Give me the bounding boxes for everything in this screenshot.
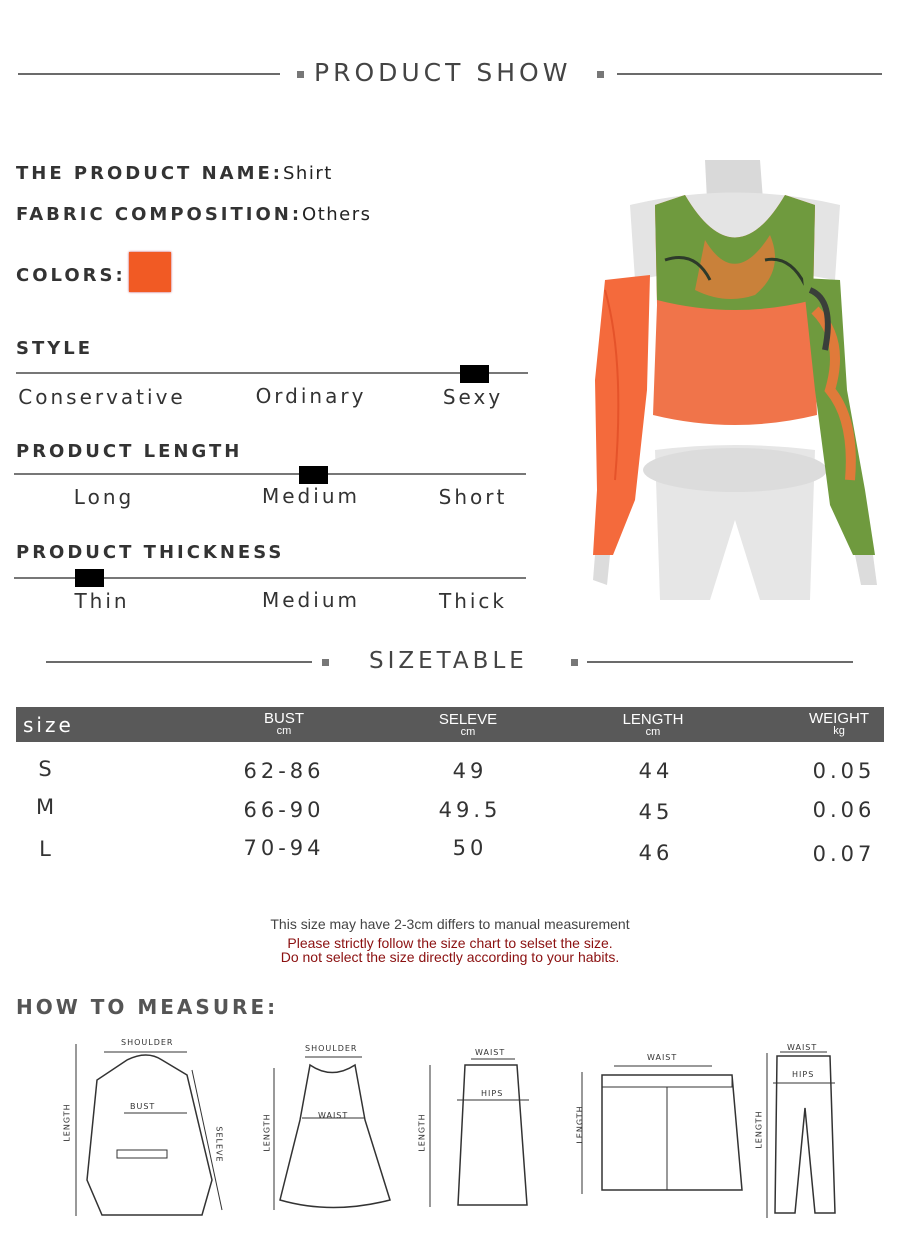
sizetable-rule-right: [587, 661, 853, 663]
table-cell-weight: 0.05: [812, 759, 876, 783]
shirt-length-label: LENGTH: [62, 1103, 72, 1142]
header-weight: WEIGHT kg: [809, 710, 869, 737]
table-cell-seleve: 50: [452, 836, 488, 860]
thickness-title: PRODUCT THICKNESS: [16, 542, 285, 563]
thickness-marker: [75, 569, 104, 587]
sleeve-left: [593, 275, 650, 555]
table-cell-seleve: 49: [452, 759, 488, 783]
shorts-waist-label: WAIST: [647, 1053, 678, 1062]
pants-waist-label: WAIST: [787, 1043, 818, 1052]
table-cell-length: 46: [638, 841, 674, 865]
fabric-label: FABRIC COMPOSITION:: [16, 204, 303, 225]
style-marker: [460, 365, 489, 383]
sizetable-bullet-left: [322, 659, 329, 666]
table-cell-length: 45: [638, 800, 674, 824]
note-follow-chart: Please strictly follow the size chart to selset the size.: [287, 935, 613, 951]
length-option-medium: Medium: [262, 484, 360, 508]
page-title: PRODUCT SHOW: [314, 58, 572, 87]
dress-shoulder-label: SHOULDER: [305, 1044, 358, 1053]
sizetable-title: SIZETABLE: [369, 648, 528, 674]
table-cell-size: L: [39, 837, 55, 861]
product-image: [585, 160, 885, 608]
length-title: PRODUCT LENGTH: [16, 441, 243, 462]
style-scale-line: [16, 372, 528, 374]
header-bust: BUST cm: [263, 710, 304, 737]
sleeve-right: [803, 278, 875, 555]
table-cell-seleve: 49.5: [438, 798, 502, 822]
fabric-value: Others: [302, 204, 372, 225]
how-to-measure-title: HOW TO MEASURE:: [16, 995, 279, 1019]
thickness-option-thin: Thin: [74, 589, 130, 613]
table-cell-size: S: [38, 757, 56, 781]
thickness-option-medium: Medium: [262, 588, 360, 612]
length-scale-line: [14, 473, 526, 475]
header-bullet-left: [297, 71, 304, 78]
shirt-bust-label: BUST: [130, 1102, 156, 1111]
sizetable-bullet-right: [571, 659, 578, 666]
style-title: STYLE: [16, 338, 94, 359]
product-name-row: [16, 163, 333, 184]
style-option-ordinary: Ordinary: [255, 384, 367, 408]
table-cell-bust: 70-94: [243, 836, 325, 860]
note-measurement: This size may have 2-3cm differs to manual measurement: [270, 916, 630, 932]
length-option-short: Short: [438, 485, 508, 509]
colors-label: COLORS:: [16, 265, 126, 286]
shorts-length-label: LENGTH: [575, 1105, 585, 1144]
table-cell-bust: 66-90: [243, 798, 325, 822]
header-bullet-right: [597, 71, 604, 78]
product-name-label: THE PRODUCT NAME:: [16, 163, 283, 184]
table-cell-size: M: [35, 795, 59, 819]
pants-length-label: LENGTH: [754, 1110, 764, 1149]
fabric-row: [16, 204, 372, 225]
dress-length-label: LENGTH: [262, 1113, 272, 1152]
table-cell-weight: 0.07: [812, 842, 876, 866]
header-rule-left: [18, 73, 280, 75]
header-length: LENGTH cm: [622, 711, 684, 738]
header-size: size: [23, 713, 74, 737]
note-habits: Do not select the size directly according to your habits.: [280, 949, 620, 965]
skirt-length-label: LENGTH: [417, 1113, 427, 1152]
thickness-option-thick: Thick: [438, 589, 508, 613]
shirt-shoulder-label: SHOULDER: [121, 1038, 174, 1047]
table-cell-bust: 62-86: [243, 759, 325, 783]
style-option-sexy: Sexy: [442, 385, 504, 409]
dress-diagram: [270, 1050, 395, 1215]
skirt-hips-label: HIPS: [481, 1089, 504, 1098]
header-seleve: SELEVE cm: [438, 711, 498, 738]
length-marker: [299, 466, 328, 484]
skirt-diagram: [425, 1055, 535, 1215]
table-cell-length: 44: [638, 759, 674, 783]
dress-waist-label: WAIST: [318, 1111, 349, 1120]
sizetable-rule-left: [46, 661, 312, 663]
pants-hips-label: HIPS: [792, 1070, 815, 1079]
length-option-long: Long: [73, 485, 135, 509]
style-option-conservative: Conservative: [18, 385, 186, 409]
shorts-diagram: [572, 1060, 752, 1200]
product-name-value: Shirt: [282, 163, 333, 184]
header-rule-right: [617, 73, 882, 75]
size-table-header: [16, 707, 884, 742]
table-cell-weight: 0.06: [812, 798, 876, 822]
color-swatch-orange[interactable]: [129, 252, 171, 292]
shirt-sleeve-label: SELEVE: [214, 1126, 224, 1163]
skirt-waist-label: WAIST: [475, 1048, 506, 1057]
